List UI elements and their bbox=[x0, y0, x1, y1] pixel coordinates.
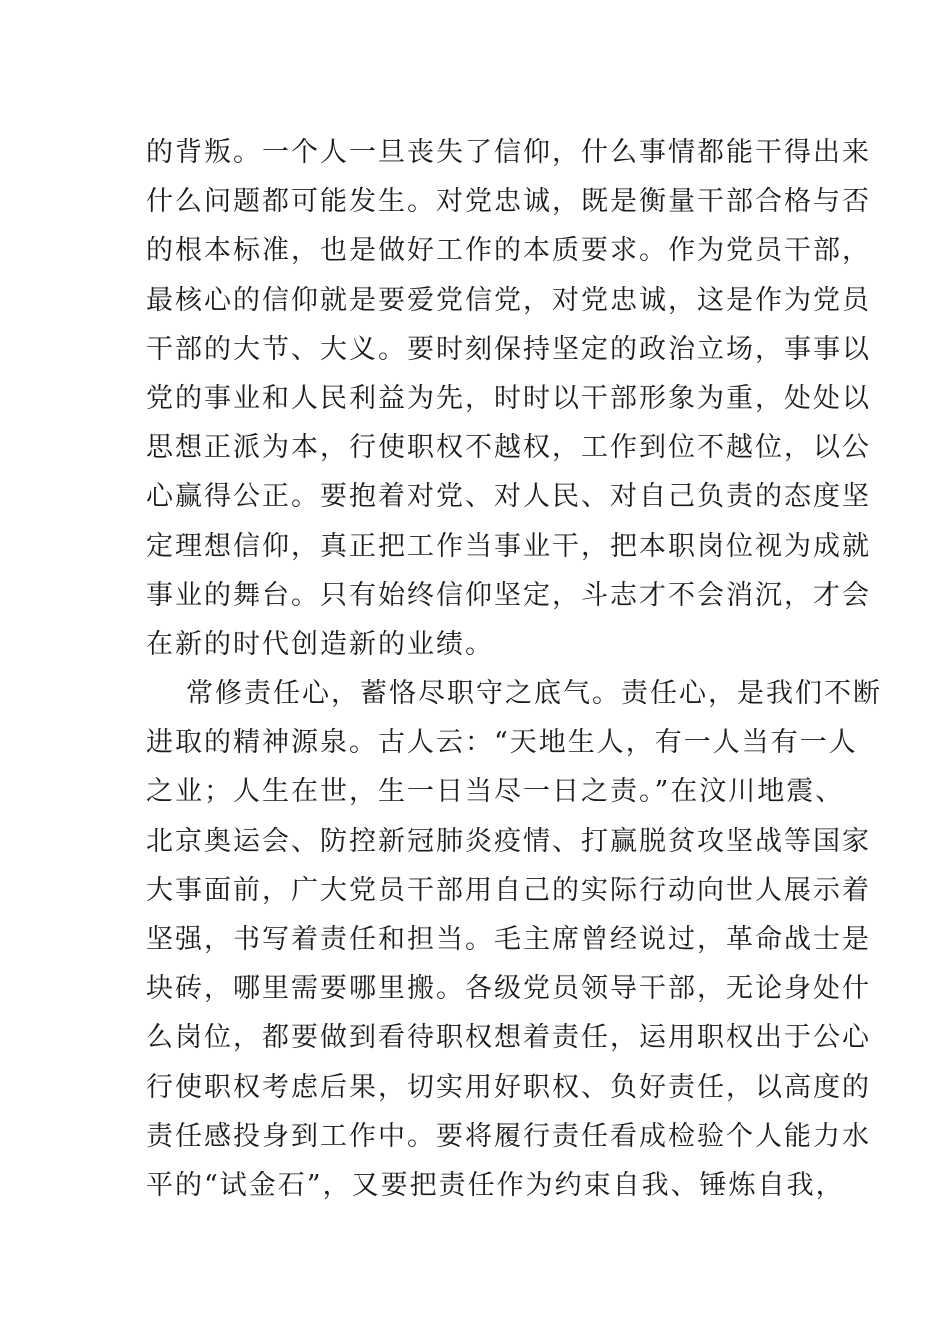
text-line: 党的事业和人民利益为先，时时以干部形象为重，处处以 bbox=[146, 382, 871, 414]
text-line: 块砖，哪里需要哪里搬。各级党员领导干部，无论身处什 bbox=[146, 973, 871, 1005]
body-text bbox=[146, 128, 882, 1210]
text-line: 之业；人生在世，生一日当尽一日之责。”在汶川地震、 bbox=[146, 776, 845, 808]
text-line: 的根本标准，也是做好工作的本质要求。作为党员干部， bbox=[146, 235, 871, 267]
text-line: 什么问题都可能发生。对党忠诚，既是衡量干部合格与否 bbox=[146, 186, 871, 218]
text-line: 坚强，书写着责任和担当。毛主席曾经说过，革命战士是 bbox=[146, 924, 871, 955]
text-line: 行使职权考虑后果，切实用好职权、负好责任，以高度的 bbox=[146, 1071, 871, 1103]
paragraph-first-line: 常修责任心，蓄恪尽职守之底气。责任心，是我们不断 bbox=[186, 678, 882, 710]
text-line: 思想正派为本，行使职权不越权，工作到位不越位，以公 bbox=[146, 432, 871, 464]
text-line: 大事面前，广大党员干部用自己的实际行动向世人展示着 bbox=[146, 874, 871, 906]
text-line: 最核心的信仰就是要爱党信党，对党忠诚，这是作为党员 bbox=[146, 284, 871, 316]
text-line: 在新的时代创造新的业绩。 bbox=[146, 628, 494, 660]
text-line: 责任感投身到工作中。要将履行责任看成检验个人能力水 bbox=[146, 1120, 871, 1152]
text-line: 干部的大节、大义。要时刻保持坚定的政治立场，事事以 bbox=[146, 333, 871, 365]
text-line: 的背叛。一个人一旦丧失了信仰，什么事情都能干得出来 bbox=[146, 137, 871, 168]
text-line: 事业的舞台。只有始终信仰坚定，斗志才不会消沉，才会 bbox=[146, 579, 871, 611]
text-line: 平的“试金石”，又要把责任作为约束自我、锤炼自我， bbox=[146, 1169, 845, 1201]
text-line: 心赢得公正。要抱着对党、对人民、对自己负责的态度坚 bbox=[146, 481, 871, 513]
text-line: 北京奥运会、防控新冠肺炎疫情、打赢脱贫攻坚战等国家 bbox=[146, 825, 871, 857]
text-line: 定理想信仰，真正把工作当事业干，把本职岗位视为成就 bbox=[146, 530, 871, 562]
text-line: 么岗位，都要做到看待职权想着责任，运用职权出于公心 bbox=[146, 1022, 871, 1054]
text-line: 进取的精神源泉。古人云：“天地生人，有一人当有一人 bbox=[146, 727, 858, 759]
